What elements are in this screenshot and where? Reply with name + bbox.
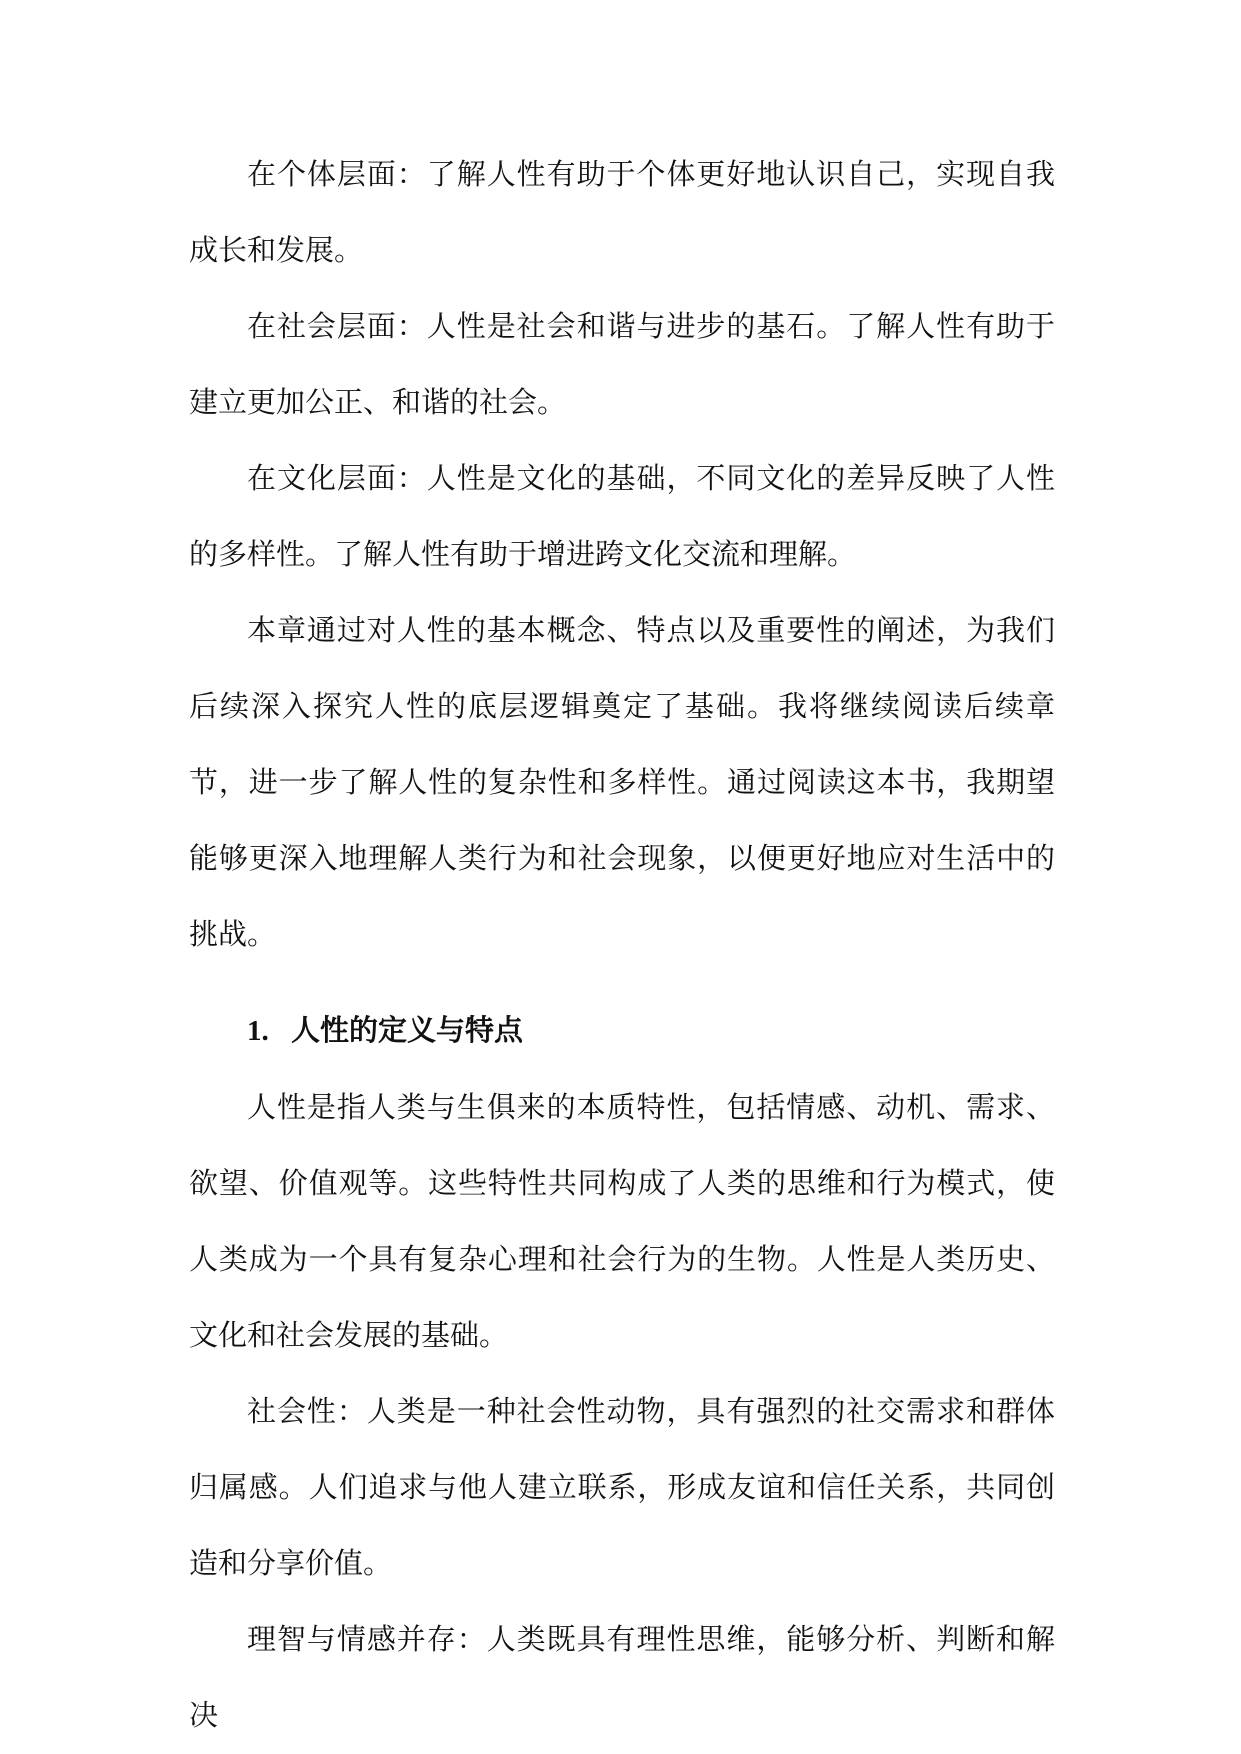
section-spacer: [189, 972, 1055, 988]
paragraph-cultural-level: 在文化层面：人性是文化的基础，不同文化的差异反映了人性的多样性。了解人性有助于增进跨文化交流和理解。: [189, 461, 1055, 571]
paragraph-sociality: 社会性：人类是一种社会性动物，具有强烈的社交需求和群体归属感。人们追求与他人建立联系，形成友谊和信任关系，共同创造和分享价值。: [189, 1394, 1055, 1580]
paragraph-chapter-summary: 本章通过对人性的基本概念、特点以及重要性的阐述，为我们后续深入探究人性的底层逻辑奠定了基础。我将继续阅读后续章节，进一步了解人性的复杂性和多样性。通过阅读这本书，我期望能够更深入地理解人类行为和社会现象，以便更好地应对生活中的挑战。: [189, 613, 1055, 951]
section-number: 1.: [247, 1015, 269, 1047]
section-heading: [189, 992, 1055, 1069]
document-body: [189, 136, 1055, 1753]
paragraph-individual-level: 在个体层面：了解人性有助于个体更好地认识自己，实现自我成长和发展。: [189, 157, 1055, 267]
section-title: 人性的定义与特点: [291, 1013, 524, 1047]
paragraph-social-level: 在社会层面：人性是社会和谐与进步的基石。了解人性有助于建立更加公正、和谐的社会。: [189, 309, 1055, 419]
paragraph-definition: 人性是指人类与生俱来的本质特性，包括情感、动机、需求、欲望、价值观等。这些特性共同构成了人类的思维和行为模式，使人类成为一个具有复杂心理和社会行为的生物。人性是人类历史、文化和社会发展的基础。: [189, 1090, 1055, 1352]
paragraph-reason-emotion: 理智与情感并存：人类既具有理性思维，能够分析、判断和解决: [189, 1622, 1055, 1732]
